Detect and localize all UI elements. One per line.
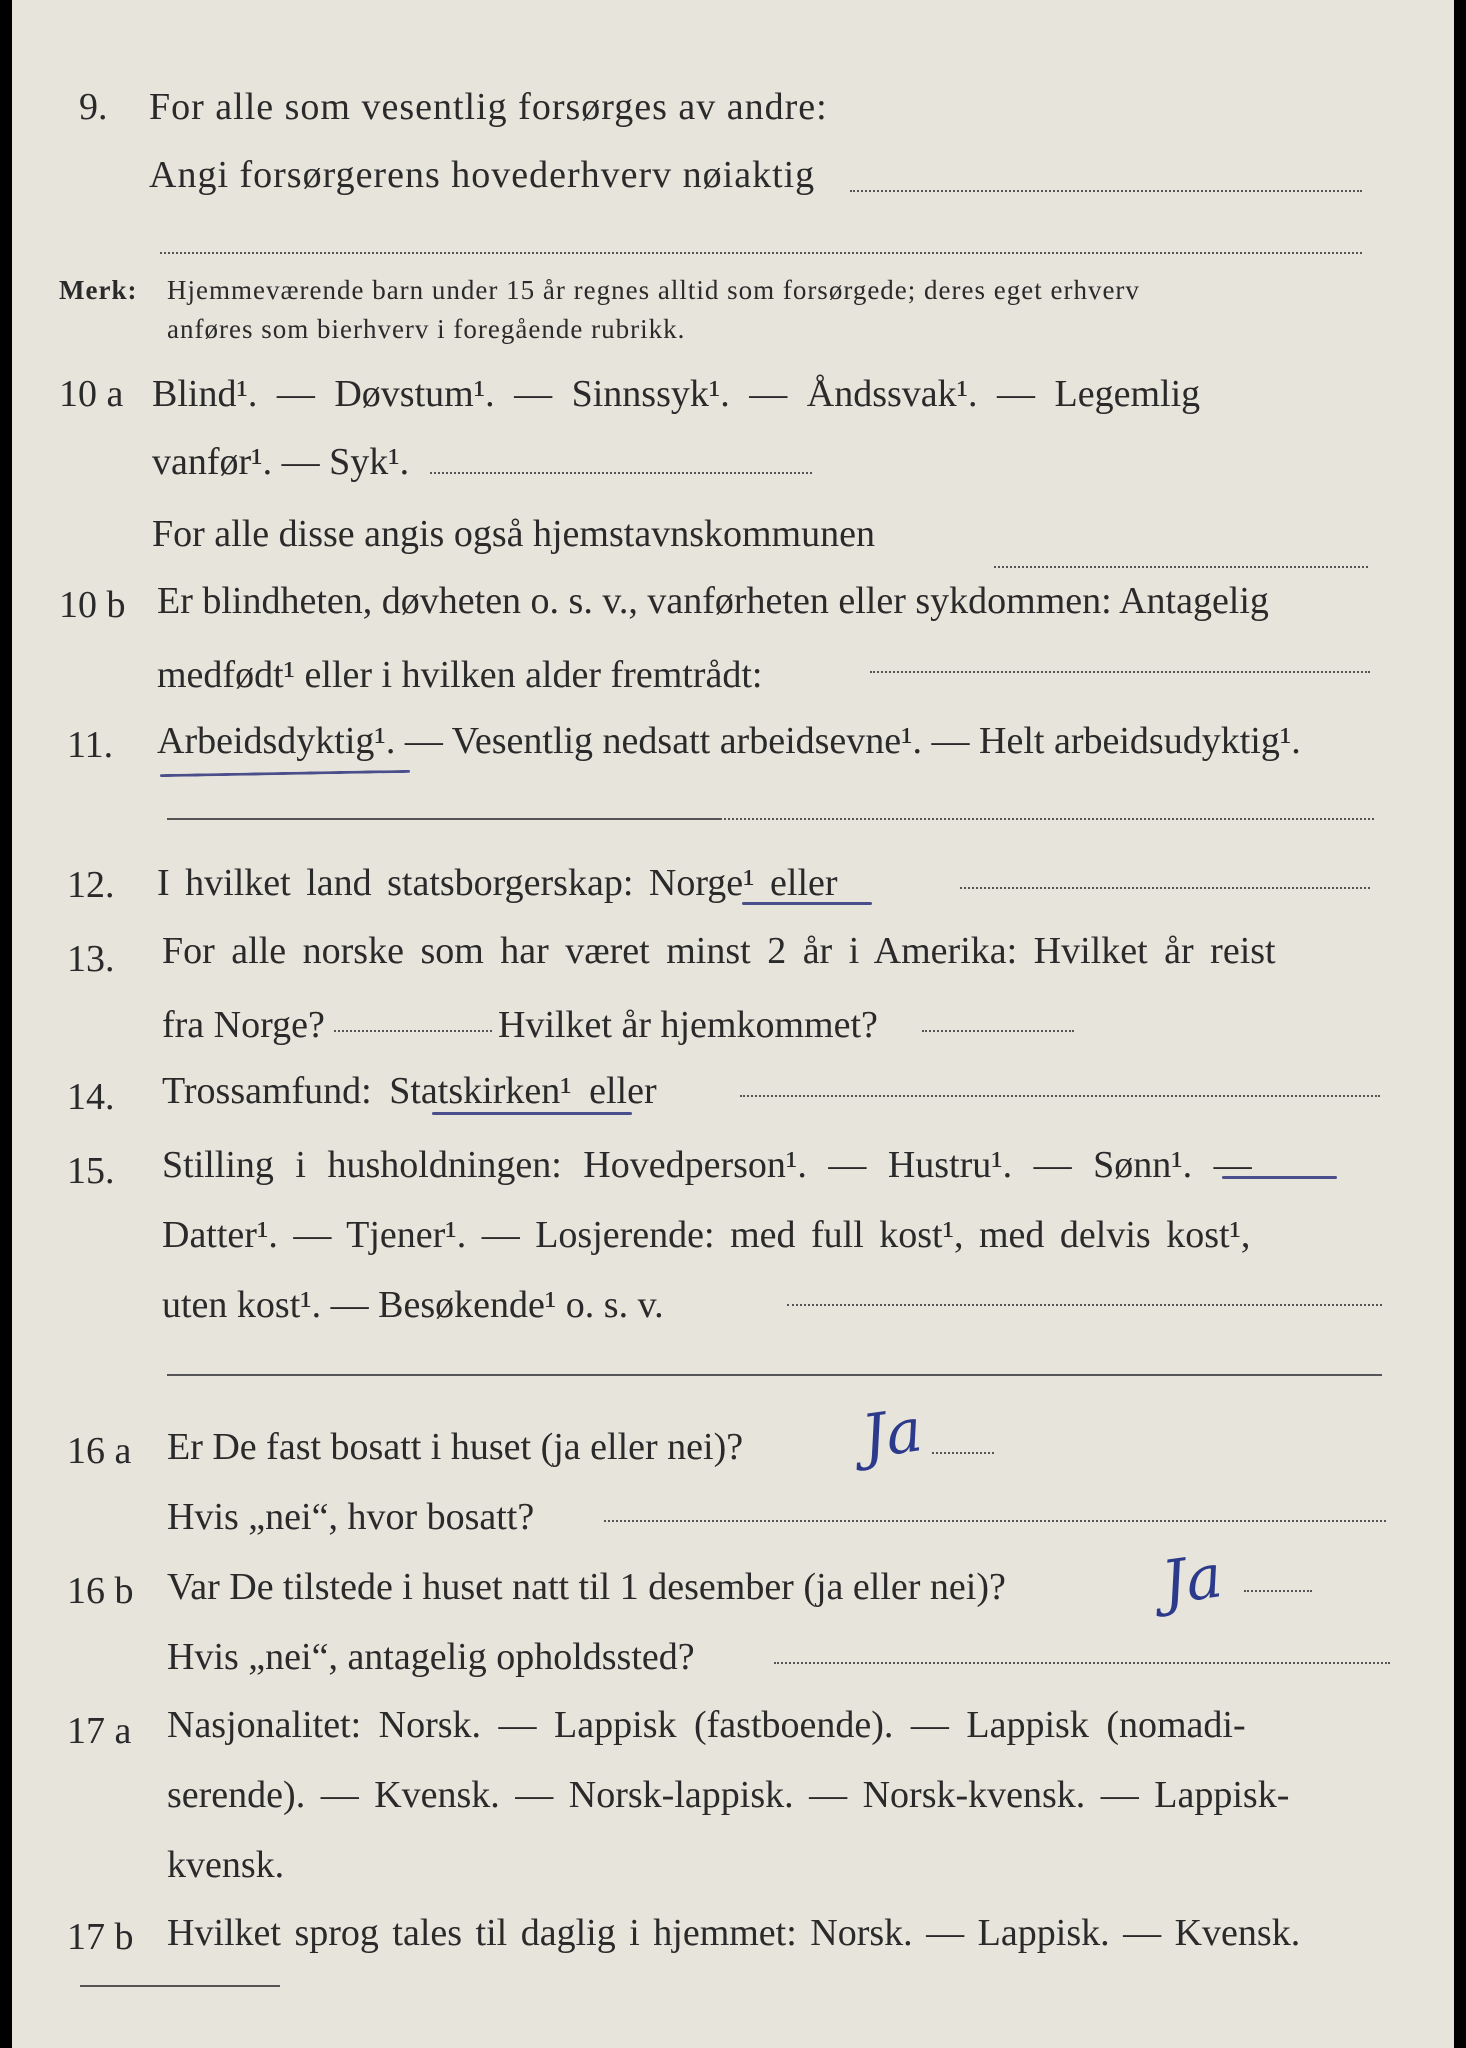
item-9-question: For alle som vesentlig forsørges av andre:: [149, 86, 828, 128]
item-10a-answer-line[interactable]: [430, 472, 812, 474]
item-14-pen-underline: [432, 1112, 632, 1115]
item-number-14: 14.: [67, 1076, 115, 1118]
item-17a-options-3: kvensk.: [167, 1844, 285, 1886]
item-12-pen-underline: [742, 902, 872, 905]
item-11-options: Arbeidsdyktig¹. — Vesentlig nedsatt arbeidsevne¹. — Helt arbeidsudyktig¹.: [157, 720, 1301, 762]
item-9-answer-line[interactable]: [850, 190, 1362, 192]
item-number-9: 9.: [79, 86, 108, 128]
item-16b-question: Var De tilstede i huset natt til 1 desember (ja eller nei)?: [167, 1566, 1006, 1608]
item-13-question: For alle norske som har været minst 2 år i Amerika: Hvilket år reist: [162, 930, 1276, 972]
item-16a-question: Er De fast bosatt i huset (ja eller nei)?: [167, 1426, 744, 1468]
item-17a-options: Nasjonalitet: Norsk. — Lappisk (fastboende). — Lappisk (nomadi-: [167, 1704, 1246, 1746]
item-13-return-label: Hvilket år hjemkommet?: [498, 1004, 878, 1046]
item-10a-prompt: For alle disse angis også hjemstavnskommunen: [152, 513, 875, 555]
item-10a-hometown-line[interactable]: [994, 566, 1368, 568]
footnote-rule: [80, 1985, 280, 1987]
item-number-11: 11.: [67, 724, 114, 766]
item-16b-handwritten-answer[interactable]: Ja: [1157, 1541, 1227, 1619]
item-16b-followup: Hvis „nei“, antagelig opholdssted?: [167, 1636, 695, 1678]
note-text-2: anføres som bierhverv i foregående rubrikk.: [167, 314, 686, 344]
item-10b-question: Er blindheten, døvheten o. s. v., vanførheten eller sykdommen: Antagelig: [157, 580, 1269, 622]
item-16b-followup-line[interactable]: [774, 1662, 1390, 1664]
item-16b-answer-line[interactable]: [1244, 1590, 1312, 1592]
item-15-options: Stilling i husholdningen: Hovedperson¹. — Hustru¹. — Sønn¹. —: [162, 1144, 1252, 1186]
item-16a-followup-line[interactable]: [604, 1520, 1386, 1522]
item-number-13: 13.: [67, 938, 115, 980]
item-11-rule-dotted: [724, 818, 1374, 820]
item-16a-answer-line[interactable]: [932, 1452, 994, 1454]
item-10b-answer-line[interactable]: [870, 671, 1370, 673]
item-13-return-line[interactable]: [922, 1030, 1074, 1032]
item-12-question: I hvilket land statsborgerskap: Norge¹ eller: [157, 862, 838, 904]
item-14-answer-line[interactable]: [740, 1095, 1380, 1097]
item-16a-handwritten-answer[interactable]: Ja: [857, 1395, 927, 1473]
item-17b-question: Hvilket sprog tales til daglig i hjemmet: Norsk. — Lappisk. — Kvensk.: [167, 1912, 1301, 1954]
item-15-pen-underline: [1222, 1176, 1337, 1179]
item-number-10a: 10 a: [59, 373, 124, 415]
item-10a-options: Blind¹. — Døvstum¹. — Sinnssyk¹. — Åndssvak¹. — Legemlig: [152, 373, 1201, 415]
census-form-page: [12, 0, 1454, 2048]
item-11-rule: [167, 818, 722, 820]
item-16a-followup: Hvis „nei“, hvor bosatt?: [167, 1496, 535, 1538]
item-9-answer-line-2[interactable]: [160, 252, 1362, 254]
note-text-1: Hjemmeværende barn under 15 år regnes alltid som forsørgede; deres eget erhverv: [167, 275, 1140, 305]
item-number-17b: 17 b: [67, 1916, 134, 1958]
item-11-pen-underline: [160, 770, 410, 777]
item-10b-prompt: medfødt¹ eller i hvilken alder fremtrådt:: [157, 654, 763, 696]
item-number-17a: 17 a: [67, 1710, 132, 1752]
item-9-prompt: Angi forsørgerens hovederhverv nøiaktig: [149, 154, 816, 196]
item-15-answer-line[interactable]: [787, 1304, 1382, 1306]
item-17a-options-2: serende). — Kvensk. — Norsk-lappisk. — Norsk-kvensk. — Lappisk-: [167, 1774, 1290, 1816]
item-15-options-2: Datter¹. — Tjener¹. — Losjerende: med full kost¹, med delvis kost¹,: [162, 1214, 1251, 1256]
item-10a-options-2: vanfør¹. — Syk¹.: [152, 441, 410, 483]
item-number-16a: 16 a: [67, 1430, 132, 1472]
item-number-15: 15.: [67, 1150, 115, 1192]
item-number-12: 12.: [67, 864, 115, 906]
item-number-10b: 10 b: [59, 584, 126, 626]
item-15-rule: [167, 1374, 1382, 1376]
item-13-departure-line[interactable]: [334, 1030, 492, 1032]
item-15-options-3: uten kost¹. — Besøkende¹ o. s. v.: [162, 1284, 664, 1326]
item-number-16b: 16 b: [67, 1570, 134, 1612]
note-label: Merk:: [59, 275, 138, 305]
item-13-departure-label: fra Norge?: [162, 1004, 325, 1046]
item-14-question: Trossamfund: Statskirken¹ eller: [162, 1070, 657, 1112]
item-12-answer-line[interactable]: [960, 887, 1370, 889]
